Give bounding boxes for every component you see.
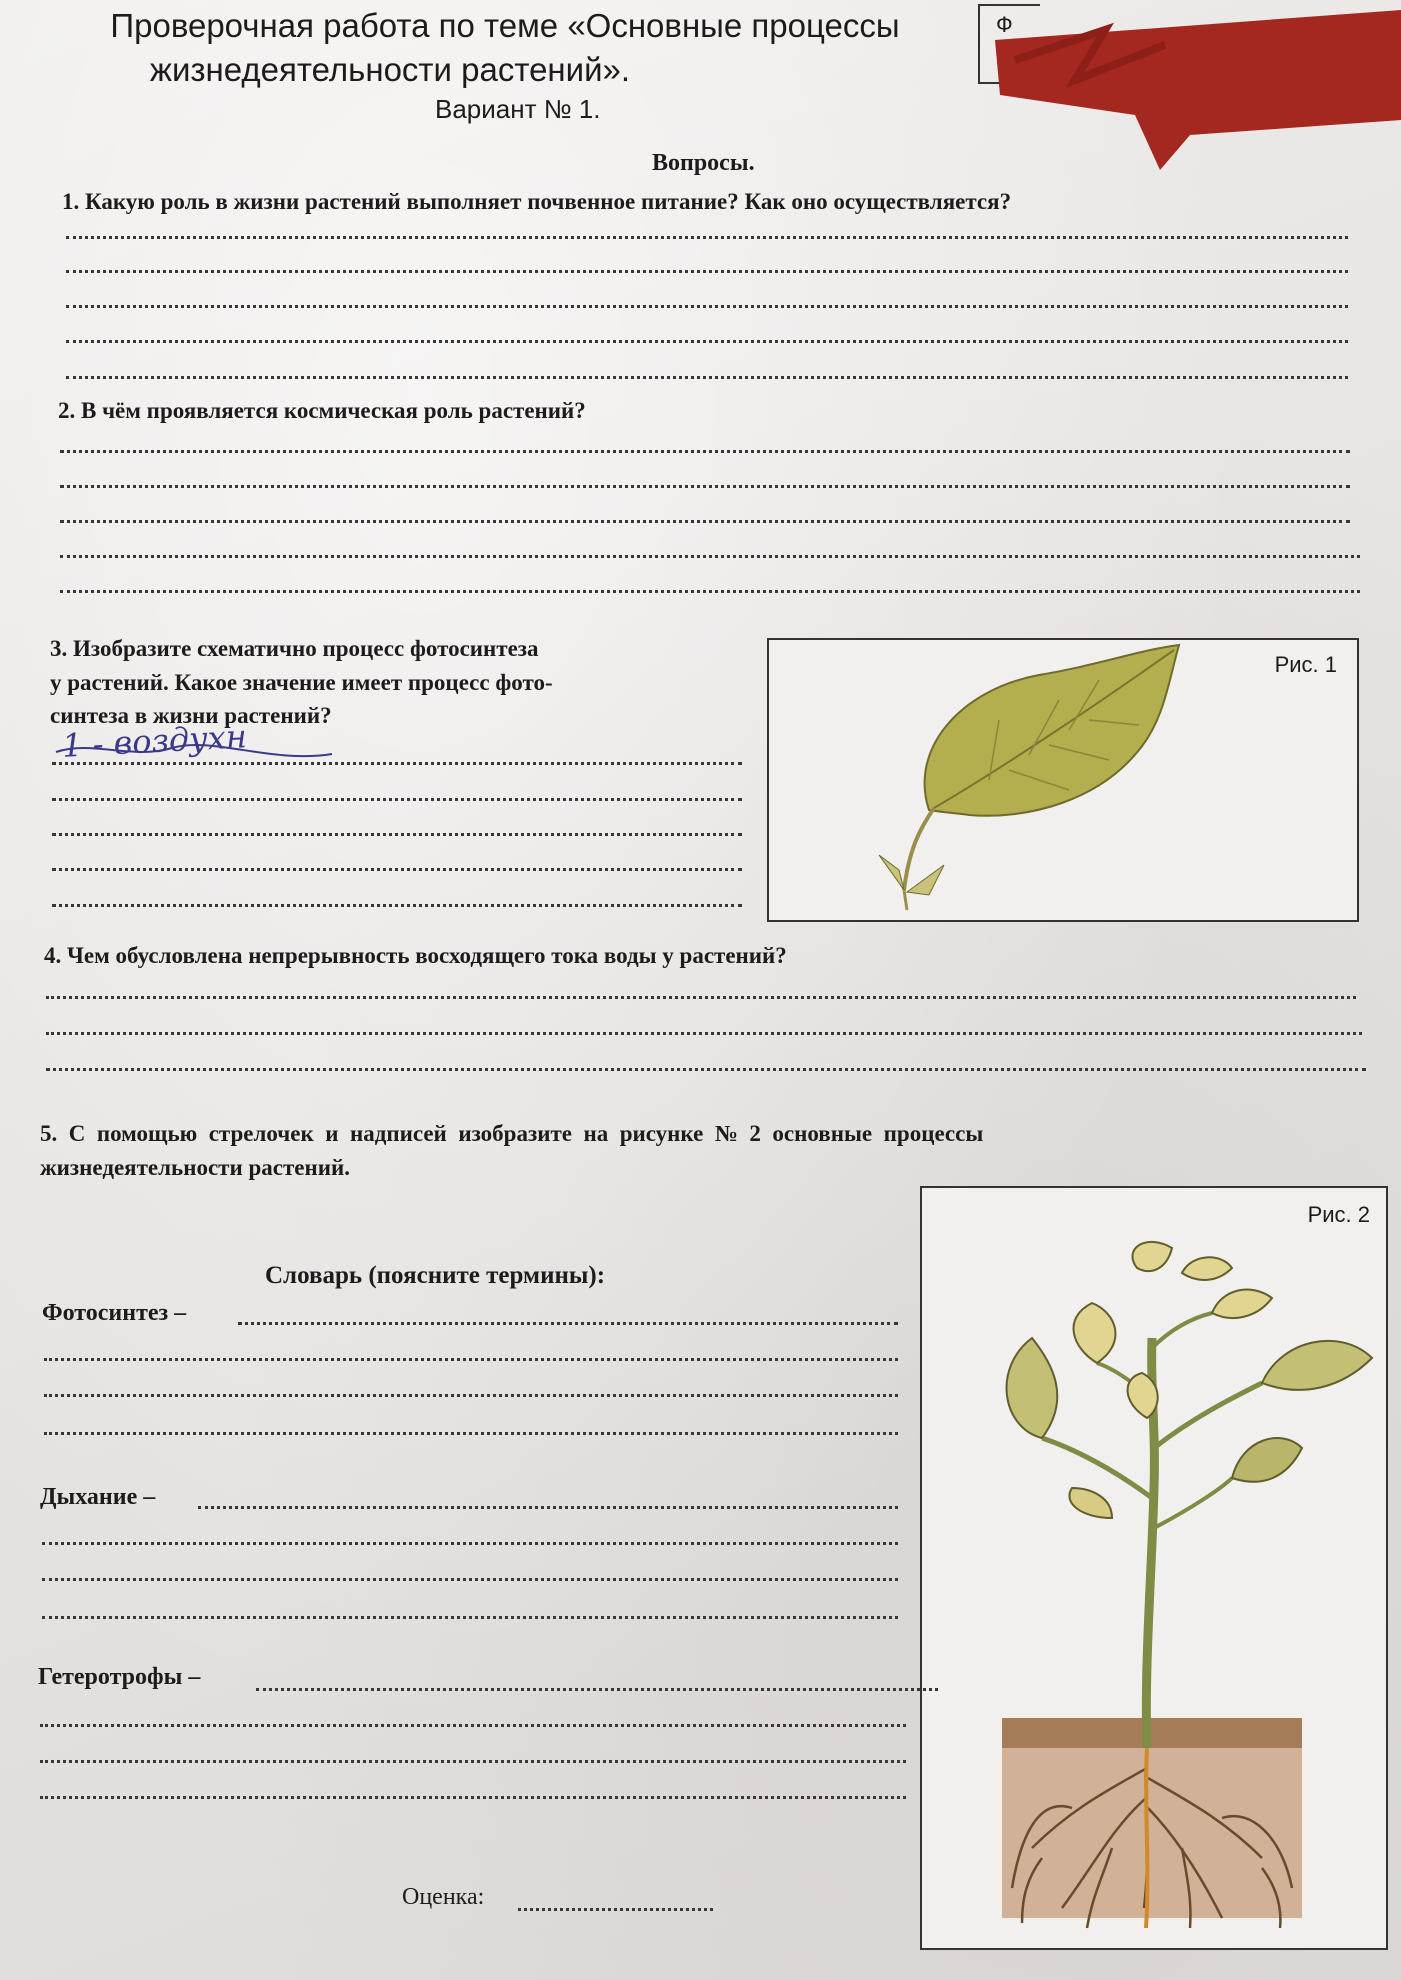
handwritten-answer: 1 - воздухн	[61, 717, 248, 765]
leaf-illustration	[769, 640, 1357, 920]
definition-line[interactable]	[44, 1358, 898, 1361]
answer-line[interactable]	[60, 450, 1350, 453]
question-4: 4. Чем обусловлена непрерывность восходящего тока воды у растений?	[44, 943, 787, 968]
variant-label: Вариант № 1.	[435, 94, 601, 124]
answer-line[interactable]	[52, 904, 742, 907]
answer-line[interactable]	[66, 305, 1348, 308]
handwriting-strike	[52, 720, 342, 790]
dictionary-term-photosynthesis: Фотосинтез –	[42, 1300, 187, 1326]
question-5-line2: жизнедеятельности растений.	[40, 1155, 350, 1180]
definition-line[interactable]	[40, 1760, 906, 1763]
answer-line[interactable]	[60, 590, 1360, 593]
worksheet-title-line1: Проверочная работа по теме «Основные процессы	[110, 7, 900, 44]
answer-line[interactable]	[60, 485, 1350, 488]
answer-line[interactable]	[52, 833, 742, 836]
answer-line[interactable]	[46, 1032, 1362, 1035]
figure-2-label: Рис. 2	[1307, 1202, 1370, 1227]
definition-line[interactable]	[40, 1796, 906, 1799]
answer-line[interactable]	[66, 236, 1348, 239]
figure-2-plant	[920, 1186, 1388, 1950]
answer-line[interactable]	[52, 868, 742, 871]
question-3-line3: синтеза в жизни растений?	[50, 703, 332, 728]
definition-line[interactable]	[198, 1506, 898, 1509]
question-3-line2: у растений. Какое значение имеет процесс фото-	[50, 670, 553, 695]
definition-line[interactable]	[44, 1432, 898, 1435]
definition-line[interactable]	[40, 1724, 906, 1727]
answer-line[interactable]	[66, 376, 1348, 379]
plant-illustration	[922, 1188, 1386, 1948]
figure-1-label: Рис. 1	[1274, 652, 1337, 677]
answer-line[interactable]	[66, 270, 1348, 273]
question-1: 1. Какую роль в жизни растений выполняет почвенное питание? Как оно осуществляется?	[62, 189, 1012, 214]
dictionary-term-respiration: Дыхание –	[40, 1484, 156, 1510]
answer-line[interactable]	[66, 340, 1348, 343]
redaction-scribble	[985, 0, 1401, 175]
answer-line[interactable]	[46, 1068, 1366, 1071]
answer-line[interactable]	[46, 996, 1356, 999]
definition-line[interactable]	[44, 1394, 898, 1397]
definition-line[interactable]	[42, 1578, 898, 1581]
question-2: 2. В чём проявляется космическая роль растений?	[58, 398, 586, 423]
figure-1-leaf	[767, 638, 1359, 922]
answer-line[interactable]	[52, 798, 742, 801]
questions-heading: Вопросы.	[652, 150, 755, 176]
definition-line[interactable]	[256, 1688, 938, 1691]
answer-line[interactable]	[60, 520, 1350, 523]
dictionary-term-heterotrophs: Гетеротрофы –	[38, 1664, 201, 1690]
answer-line[interactable]	[60, 555, 1360, 558]
definition-line[interactable]	[42, 1616, 898, 1619]
grade-label: Оценка:	[402, 1884, 485, 1910]
definition-line[interactable]	[42, 1542, 898, 1545]
answer-line[interactable]	[52, 762, 742, 765]
definition-line[interactable]	[238, 1322, 898, 1325]
grade-field[interactable]	[518, 1908, 713, 1911]
stamp-letter: Ф	[996, 12, 1013, 37]
worksheet-title-line2: жизнедеятельности растений».	[149, 51, 631, 88]
question-3-line1: 3. Изобразите схематично процесс фотосинтеза	[50, 636, 539, 661]
question-5-line1: 5. С помощью стрелочек и надписей изобразите на рисунке № 2 основные процессы	[40, 1121, 984, 1146]
dictionary-heading: Словарь (поясните термины):	[265, 1262, 606, 1289]
